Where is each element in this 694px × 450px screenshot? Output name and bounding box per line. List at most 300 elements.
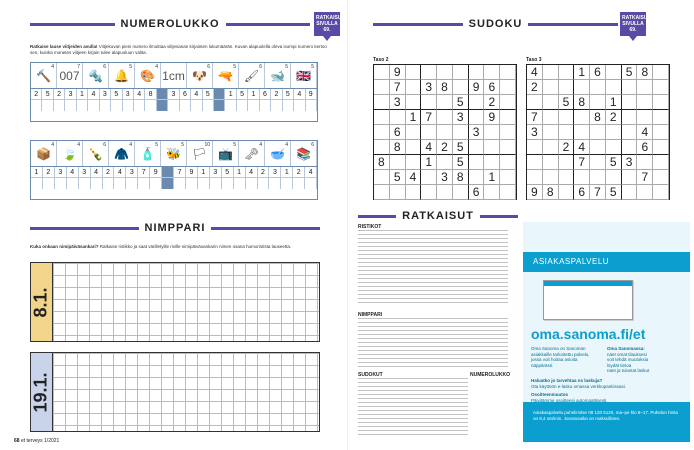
answer-row[interactable] xyxy=(31,178,317,189)
header-rule xyxy=(528,23,618,26)
sudoku-cell[interactable] xyxy=(653,155,669,170)
sudoku-cell[interactable]: 2 xyxy=(606,110,622,125)
sudoku-cell[interactable] xyxy=(653,125,669,140)
sudoku-cell[interactable] xyxy=(437,65,453,80)
number-cell: 2 xyxy=(103,167,115,177)
sudoku-cell[interactable] xyxy=(421,125,437,140)
sudoku-cell[interactable]: 6 xyxy=(574,185,590,200)
sudoku-cell[interactable] xyxy=(590,80,606,95)
clue-glyph: 1cm xyxy=(162,68,185,83)
sudoku-cell[interactable] xyxy=(527,140,543,155)
sudoku-cell[interactable]: 1 xyxy=(574,65,590,80)
answer-cell[interactable] xyxy=(111,100,122,111)
sudoku-cell[interactable]: 1 xyxy=(421,155,437,170)
customer-service-ad xyxy=(523,222,690,442)
sudoku-cell[interactable]: 9 xyxy=(469,80,485,95)
letter-count: 6 xyxy=(259,64,262,70)
sudoku-cell[interactable] xyxy=(543,80,559,95)
sudoku-cell[interactable] xyxy=(469,65,485,80)
sudoku-cell[interactable]: 5 xyxy=(453,140,469,155)
sudoku-cell[interactable] xyxy=(543,140,559,155)
sudoku-1-level: Taso 2 xyxy=(373,57,389,63)
sudoku-cell[interactable] xyxy=(559,80,575,95)
sudoku-cell[interactable]: 6 xyxy=(637,140,653,155)
ad-left-text: Oma Sanoma on Sanoman asiakkaille tarkoitettu palvelu, jossa voit hoitaa asioita näppärästi. xyxy=(531,346,590,368)
sudoku-cell[interactable]: 6 xyxy=(469,185,485,200)
sudoku-cell[interactable] xyxy=(653,140,669,155)
number-cell: 8 xyxy=(145,89,156,99)
number-cell: 2 xyxy=(271,89,282,99)
sudoku-cell[interactable] xyxy=(622,110,638,125)
sudoku-cell[interactable] xyxy=(543,110,559,125)
sudoku-cell[interactable] xyxy=(500,125,516,140)
sudoku-cell[interactable]: 5 xyxy=(453,95,469,110)
answer-cell[interactable] xyxy=(55,178,67,189)
clue-glyph: 🔔 xyxy=(114,68,129,83)
header-rule xyxy=(480,215,518,218)
sudoku-cell[interactable] xyxy=(527,155,543,170)
answer-cell[interactable] xyxy=(65,100,76,111)
letter-count: 6 xyxy=(103,64,106,70)
sudoku-cell[interactable] xyxy=(622,125,638,140)
sudoku-cell[interactable]: 9 xyxy=(527,185,543,200)
sudoku-cell[interactable]: 8 xyxy=(574,95,590,110)
sudoku-cell[interactable]: 2 xyxy=(559,140,575,155)
answer-cell[interactable] xyxy=(305,178,317,189)
number-cell: 2 xyxy=(258,167,270,177)
sudoku-cell[interactable] xyxy=(469,110,485,125)
sudoku-cell[interactable]: 3 xyxy=(437,170,453,185)
sudoku-cell[interactable] xyxy=(500,140,516,155)
sudoku-cell[interactable]: 3 xyxy=(421,80,437,95)
sudoku-cell[interactable] xyxy=(374,95,390,110)
sudoku-cell[interactable]: 7 xyxy=(574,155,590,170)
nimppari-header xyxy=(30,222,320,234)
sudoku-cell[interactable] xyxy=(421,65,437,80)
sudoku-cell[interactable] xyxy=(500,170,516,185)
clue-picture xyxy=(31,63,57,88)
letter-count: 4 xyxy=(77,142,80,148)
sudoku-cell[interactable] xyxy=(406,155,422,170)
answer-cell[interactable] xyxy=(258,178,270,189)
sudoku-cell[interactable]: 8 xyxy=(543,185,559,200)
sudoku-cell[interactable]: 5 xyxy=(622,65,638,80)
answer-cell[interactable] xyxy=(203,100,214,111)
numerolukko-solutions-label: NUMEROLUKKO xyxy=(470,372,510,378)
sudoku-cell[interactable] xyxy=(406,65,422,80)
clue-glyph: 🔨 xyxy=(36,68,51,83)
clue-picture xyxy=(83,141,109,166)
sudoku-cell[interactable] xyxy=(374,110,390,125)
sudoku-cell[interactable] xyxy=(437,95,453,110)
sudoku-cell[interactable]: 7 xyxy=(421,110,437,125)
sudoku-cell[interactable]: 8 xyxy=(453,170,469,185)
answer-cell[interactable] xyxy=(186,178,198,189)
sudoku-cell[interactable]: 5 xyxy=(606,155,622,170)
header-rule xyxy=(358,215,396,218)
answer-cell[interactable] xyxy=(237,100,248,111)
sudoku-cell[interactable] xyxy=(453,65,469,80)
answer-cell[interactable] xyxy=(306,100,317,111)
letter-count: 6 xyxy=(103,142,106,148)
numerolukko-block-1 xyxy=(30,62,318,122)
sudoku-cell[interactable]: 5 xyxy=(453,155,469,170)
sudoku-cell[interactable] xyxy=(653,110,669,125)
intro-bold: Ratkaise lause viitjeiden avulla! xyxy=(30,44,98,49)
answer-cell[interactable] xyxy=(123,100,134,111)
sudoku-cell[interactable] xyxy=(637,155,653,170)
answer-cell[interactable] xyxy=(150,178,162,189)
sudoku-cell[interactable]: 1 xyxy=(606,95,622,110)
clue-glyph: 🗝 xyxy=(243,146,260,161)
clue-picture xyxy=(109,141,135,166)
answer-cell[interactable] xyxy=(162,178,174,189)
answer-cell[interactable] xyxy=(31,100,42,111)
sudoku-cell[interactable]: 3 xyxy=(527,125,543,140)
sudoku-cell[interactable] xyxy=(390,155,406,170)
sudoku-cell[interactable]: 6 xyxy=(590,65,606,80)
sudoku-cell[interactable]: 3 xyxy=(453,110,469,125)
sudoku-cell[interactable]: 7 xyxy=(637,170,653,185)
sudoku-cell[interactable] xyxy=(374,125,390,140)
answer-cell[interactable] xyxy=(42,100,53,111)
sudoku-cell[interactable] xyxy=(559,110,575,125)
sudoku-cell[interactable]: 8 xyxy=(590,110,606,125)
sudoku-cell[interactable] xyxy=(574,110,590,125)
ad-right-head: Oma Sanomassa: xyxy=(607,346,645,351)
answer-cell[interactable] xyxy=(91,178,103,189)
answer-cell[interactable] xyxy=(260,100,271,111)
sudoku-cell[interactable] xyxy=(637,110,653,125)
intro-bold: Kuka onkaan nimipäiväsankari? xyxy=(30,244,99,249)
answer-cell[interactable] xyxy=(210,178,222,189)
sudoku-cell[interactable] xyxy=(590,170,606,185)
answer-cell[interactable] xyxy=(234,178,246,189)
ad-url[interactable]: oma.sanoma.fi/et xyxy=(531,326,646,342)
sudoku-cell[interactable] xyxy=(543,65,559,80)
sudoku-cell[interactable] xyxy=(437,125,453,140)
sudoku-cell[interactable]: 7 xyxy=(590,185,606,200)
answer-cell[interactable] xyxy=(191,100,202,111)
number-cell: 9 xyxy=(306,89,317,99)
sudoku-cell[interactable] xyxy=(574,125,590,140)
magazine-name: et terveys xyxy=(20,438,43,444)
nimppari-title: NIMPPARI xyxy=(144,222,206,234)
number-cell: 3 xyxy=(55,167,67,177)
sudoku-cell[interactable] xyxy=(559,65,575,80)
sudoku-cell[interactable] xyxy=(622,140,638,155)
clue-picture xyxy=(83,63,109,88)
sudoku-cell[interactable] xyxy=(421,185,437,200)
answer-cell[interactable] xyxy=(294,100,305,111)
sudoku-cell[interactable] xyxy=(543,155,559,170)
clue-glyph: 🔫 xyxy=(218,68,233,83)
answer-cell[interactable] xyxy=(269,178,281,189)
sudoku-grid-1[interactable] xyxy=(373,64,517,200)
sudoku-cell[interactable]: 3 xyxy=(390,95,406,110)
sudoku-cell[interactable]: 7 xyxy=(527,110,543,125)
sudoku-cell[interactable] xyxy=(559,185,575,200)
letter-count: 5 xyxy=(155,142,158,148)
letter-count: 10 xyxy=(204,142,210,148)
sudoku-cell[interactable] xyxy=(653,80,669,95)
sudoku-cell[interactable] xyxy=(484,140,500,155)
number-cell: 7 xyxy=(174,167,186,177)
sudoku-cell[interactable] xyxy=(653,185,669,200)
sudoku-cell[interactable]: 8 xyxy=(437,80,453,95)
sudoku-cell[interactable]: 2 xyxy=(437,140,453,155)
answer-row[interactable] xyxy=(31,100,317,111)
crossword-grid[interactable] xyxy=(53,353,319,431)
sudoku-cell[interactable] xyxy=(590,140,606,155)
sudoku-cell[interactable] xyxy=(484,185,500,200)
sudoku-cell[interactable] xyxy=(559,125,575,140)
number-cell: 4 xyxy=(246,167,258,177)
sudoku-cell[interactable] xyxy=(500,65,516,80)
sudoku-cell[interactable]: 4 xyxy=(406,170,422,185)
sudoku-cell[interactable] xyxy=(390,110,406,125)
sudoku-cell[interactable] xyxy=(406,95,422,110)
answer-cell[interactable] xyxy=(138,178,150,189)
sudoku-cell[interactable] xyxy=(469,155,485,170)
sudoku-cell[interactable] xyxy=(653,95,669,110)
sudoku-cell[interactable] xyxy=(637,95,653,110)
sudoku-cell[interactable] xyxy=(437,110,453,125)
answer-cell[interactable] xyxy=(283,100,294,111)
sudoku-cell[interactable] xyxy=(453,80,469,95)
sudoku-cell[interactable] xyxy=(527,95,543,110)
number-cell xyxy=(157,89,168,99)
sudoku-cell[interactable]: 4 xyxy=(637,125,653,140)
sudoku-cell[interactable] xyxy=(484,125,500,140)
sudoku-cell[interactable] xyxy=(574,170,590,185)
letter-count: 5 xyxy=(285,64,288,70)
ristikot-solution xyxy=(358,230,508,306)
sudoku-cell[interactable] xyxy=(500,185,516,200)
answer-cell[interactable] xyxy=(54,100,65,111)
sudoku-cell[interactable] xyxy=(406,125,422,140)
sudoku-cell[interactable]: 2 xyxy=(527,80,543,95)
clue-picture xyxy=(265,63,291,88)
sudoku-cell[interactable] xyxy=(543,170,559,185)
sudoku-cell[interactable] xyxy=(484,65,500,80)
letter-count: 4 xyxy=(51,64,54,70)
sudoku-cell[interactable] xyxy=(606,65,622,80)
sudoku-cell[interactable] xyxy=(406,80,422,95)
ad-bullet: näet ja tulostat laskut xyxy=(607,368,650,373)
letter-count: 6 xyxy=(311,142,314,148)
sudoku-cell[interactable]: 2 xyxy=(484,95,500,110)
ristikot-label: RISTIKOT xyxy=(358,224,382,230)
sudoku-cell[interactable]: 4 xyxy=(574,140,590,155)
sudoku-cell[interactable] xyxy=(606,80,622,95)
sudoku-cell[interactable] xyxy=(469,95,485,110)
sudoku-cell[interactable] xyxy=(606,125,622,140)
sudoku-cell[interactable] xyxy=(374,185,390,200)
clue-glyph: 🎨 xyxy=(140,68,155,83)
number-cell: 1 xyxy=(281,167,293,177)
answer-cell[interactable] xyxy=(103,178,115,189)
answer-cell[interactable] xyxy=(222,178,234,189)
ratkaisut-header xyxy=(358,210,518,222)
crossword-grid[interactable] xyxy=(53,263,319,341)
number-cell: 2 xyxy=(293,167,305,177)
answer-cell[interactable] xyxy=(43,178,55,189)
number-cell: 5 xyxy=(42,89,53,99)
answer-cell[interactable] xyxy=(31,178,43,189)
sudoku-cell[interactable]: 8 xyxy=(374,155,390,170)
sudoku-cell[interactable] xyxy=(500,110,516,125)
sudoku-cell[interactable] xyxy=(500,95,516,110)
letter-count: 4 xyxy=(259,142,262,148)
ad-low-head: Osoitteenmuutos xyxy=(531,392,569,397)
sudoku-cell[interactable] xyxy=(622,185,638,200)
answer-cell[interactable] xyxy=(225,100,236,111)
answer-cell[interactable] xyxy=(134,100,145,111)
sudoku-cell[interactable] xyxy=(374,80,390,95)
sudoku-cell[interactable] xyxy=(500,155,516,170)
sudoku-cell[interactable]: 3 xyxy=(469,125,485,140)
sudoku-cell[interactable] xyxy=(421,95,437,110)
sudoku-header xyxy=(373,18,618,30)
sudoku-cell[interactable]: 1 xyxy=(484,170,500,185)
number-cell: 5 xyxy=(237,89,248,99)
answer-cell[interactable] xyxy=(114,178,126,189)
answer-cell[interactable] xyxy=(248,100,259,111)
answer-cell[interactable] xyxy=(88,100,99,111)
number-row xyxy=(31,89,317,100)
sudoku-cell[interactable]: 1 xyxy=(406,110,422,125)
sudoku-cell[interactable]: 9 xyxy=(484,110,500,125)
sudoku-cell[interactable] xyxy=(622,95,638,110)
sudoku-cell[interactable] xyxy=(406,185,422,200)
numerolukko-title: NUMEROLUKKO xyxy=(120,18,220,30)
number-cell: 4 xyxy=(67,167,79,177)
sudoku-cell[interactable] xyxy=(637,185,653,200)
clue-picture xyxy=(187,63,213,88)
sudoku-cell[interactable] xyxy=(590,125,606,140)
sudoku-cell[interactable] xyxy=(390,185,406,200)
header-rule xyxy=(30,227,139,230)
intro-text: Viitjekuvan pieni numero ilmoittaa viitjesanan kirjainten lukumäärän. Kuvan alapuolella oleva isompi numero kertoo sen, kuinka monetes viitjeen kirjain tulee alapuoluun valita. xyxy=(30,44,327,55)
answer-cell[interactable] xyxy=(246,178,258,189)
answer-cell[interactable] xyxy=(100,100,111,111)
answer-cell[interactable] xyxy=(293,178,305,189)
sudoku-cell[interactable] xyxy=(469,140,485,155)
sudoku-cell[interactable] xyxy=(590,155,606,170)
clue-picture xyxy=(57,63,83,88)
number-cell: 4 xyxy=(88,89,99,99)
answer-cell[interactable] xyxy=(168,100,179,111)
answer-cell[interactable] xyxy=(281,178,293,189)
ad-mid-text: Ota käyttöön e-lasku omassa verkkopankissasi. xyxy=(531,383,627,389)
number-cell: 5 xyxy=(283,89,294,99)
answer-cell[interactable] xyxy=(145,100,156,111)
clue-glyph: 🏳 xyxy=(191,146,208,161)
letter-count: 7 xyxy=(77,64,80,70)
clue-picture xyxy=(161,63,187,88)
sudoku-cell[interactable] xyxy=(527,170,543,185)
sudoku-cell[interactable] xyxy=(574,80,590,95)
sudoku-cell[interactable] xyxy=(606,170,622,185)
sudoku-title: SUDOKU xyxy=(468,18,523,30)
answer-cell[interactable] xyxy=(126,178,138,189)
number-cell: 6 xyxy=(180,89,191,99)
sudoku-cell[interactable] xyxy=(653,170,669,185)
sudoku-cell[interactable] xyxy=(406,140,422,155)
sudoku-cell[interactable] xyxy=(590,95,606,110)
letter-count: 6 xyxy=(207,64,210,70)
number-cell: 3 xyxy=(100,89,111,99)
number-cell: 4 xyxy=(134,89,145,99)
sudoku-cell[interactable]: 6 xyxy=(390,125,406,140)
sudoku-cell[interactable] xyxy=(453,185,469,200)
answer-cell[interactable] xyxy=(77,100,88,111)
letter-count: 4 xyxy=(285,142,288,148)
sudoku-cell[interactable] xyxy=(606,140,622,155)
number-cell: 5 xyxy=(111,89,122,99)
intro-text: Ratkaise ristikko ja saat värilletyille riville nimipäiväsankarin nimen osana humoristista lauseetta. xyxy=(98,244,292,249)
sudoku-cell[interactable] xyxy=(653,65,669,80)
sudoku-cell[interactable] xyxy=(374,170,390,185)
sudoku-cell[interactable]: 9 xyxy=(390,65,406,80)
sudoku-cell[interactable]: 7 xyxy=(390,80,406,95)
sudoku-cell[interactable]: 6 xyxy=(484,80,500,95)
answer-cell[interactable] xyxy=(79,178,91,189)
sudoku-cell[interactable] xyxy=(374,65,390,80)
header-rule xyxy=(211,227,320,230)
ad-bullet: löydät tietoa xyxy=(607,362,632,368)
clue-glyph: 🥣 xyxy=(270,146,285,161)
answer-cell[interactable] xyxy=(198,178,210,189)
sudoku-cell[interactable] xyxy=(559,155,575,170)
sudoku-cell[interactable]: 3 xyxy=(622,155,638,170)
answer-cell[interactable] xyxy=(180,100,191,111)
sudoku-cell[interactable] xyxy=(484,155,500,170)
sudoku-cell[interactable] xyxy=(374,140,390,155)
answer-cell[interactable] xyxy=(214,100,225,111)
sudoku-cell[interactable] xyxy=(622,170,638,185)
sudoku-cell[interactable] xyxy=(500,80,516,95)
answer-cell[interactable] xyxy=(174,178,186,189)
sudoku-cell[interactable] xyxy=(637,80,653,95)
header-rule xyxy=(373,23,463,26)
answer-cell[interactable] xyxy=(67,178,79,189)
sudoku-cell[interactable] xyxy=(437,155,453,170)
number-cell: 3 xyxy=(168,89,179,99)
sudoku-cell[interactable]: 5 xyxy=(390,170,406,185)
sudoku-cell[interactable]: 5 xyxy=(606,185,622,200)
sudoku-cell[interactable]: 8 xyxy=(637,65,653,80)
sudoku-cell[interactable] xyxy=(543,95,559,110)
sudoku-cell[interactable] xyxy=(543,125,559,140)
sudoku-cell[interactable] xyxy=(622,80,638,95)
sudoku-cell[interactable] xyxy=(453,125,469,140)
sudoku-cell[interactable] xyxy=(437,185,453,200)
answer-cell[interactable] xyxy=(157,100,168,111)
sudoku-cell[interactable] xyxy=(421,170,437,185)
sudoku-cell[interactable] xyxy=(559,170,575,185)
sudoku-cell[interactable]: 8 xyxy=(390,140,406,155)
answer-cell[interactable] xyxy=(271,100,282,111)
sudoku-cell[interactable]: 4 xyxy=(527,65,543,80)
sudoku-grid-2[interactable] xyxy=(526,64,670,200)
nimppari-intro xyxy=(30,244,330,250)
page-footer xyxy=(14,438,59,444)
sudoku-cell[interactable]: 4 xyxy=(421,140,437,155)
sudoku-cell[interactable]: 5 xyxy=(559,95,575,110)
sudoku-cell[interactable] xyxy=(469,170,485,185)
